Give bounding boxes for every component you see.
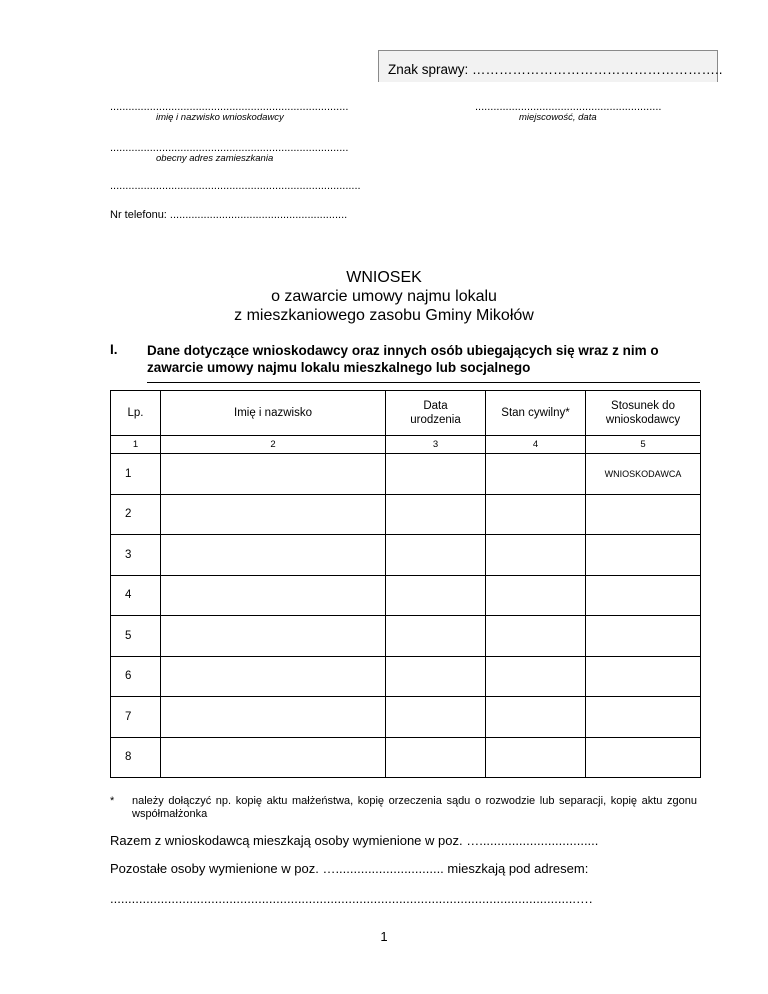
cohabitants-statement[interactable]: Razem z wnioskodawcą mieszkają osoby wymienione w poz. …................................. (110, 833, 599, 848)
section-number: I. (110, 342, 118, 357)
relation-cell[interactable] (586, 737, 701, 778)
relation-cell[interactable] (586, 535, 701, 576)
row-lp: 3 (111, 535, 161, 576)
table-row (111, 454, 701, 495)
table-row (111, 575, 701, 616)
name-cell[interactable] (161, 616, 386, 657)
title-subtitle-2: z mieszkaniowego zasobu Gminy Mikołów (234, 307, 534, 324)
title-wniosek: WNIOSEK (346, 269, 422, 286)
name-cell[interactable] (161, 697, 386, 738)
header-birth-date: Data urodzenia (386, 391, 486, 436)
column-number: 3 (386, 436, 486, 454)
relation-cell[interactable] (586, 656, 701, 697)
row-lp: 7 (111, 697, 161, 738)
birth-date-cell[interactable] (386, 737, 486, 778)
marital-status-cell[interactable] (486, 737, 586, 778)
applicant-name-caption: imię i nazwisko wnioskodawcy (156, 112, 284, 123)
other-address-dots[interactable]: .................................................................................................................................…. (110, 891, 593, 906)
birth-date-cell[interactable] (386, 575, 486, 616)
row-lp: 5 (111, 616, 161, 657)
case-number-box[interactable] (378, 50, 723, 82)
header-marital-status: Stan cywilny* (486, 391, 586, 436)
case-number-field: Znak sprawy: ……………………………………………….. (388, 62, 723, 77)
marital-status-cell[interactable] (486, 656, 586, 697)
table-row (111, 697, 701, 738)
name-cell[interactable] (161, 575, 386, 616)
birth-date-cell[interactable] (386, 535, 486, 576)
table-row (111, 494, 701, 535)
name-cell[interactable] (161, 494, 386, 535)
marital-status-cell[interactable] (486, 697, 586, 738)
column-number: 4 (486, 436, 586, 454)
other-persons-statement[interactable]: Pozostałe osoby wymienione w poz. ….............................. mieszkają pod adresem: (110, 861, 589, 876)
birth-date-cell[interactable] (386, 616, 486, 657)
table-row (111, 656, 701, 697)
table-row (111, 535, 701, 576)
applicant-name-dots[interactable]: .............................................................................. (110, 101, 349, 113)
column-number: 1 (111, 436, 161, 454)
name-cell[interactable] (161, 454, 386, 495)
relation-cell[interactable] (586, 494, 701, 535)
members-table (110, 390, 701, 778)
name-cell[interactable] (161, 535, 386, 576)
section-divider (147, 382, 700, 383)
marital-status-cell[interactable] (486, 494, 586, 535)
place-date-dots[interactable]: ............................................................. (475, 101, 662, 113)
footnote-marker: * (110, 795, 115, 807)
header-lp: Lp. (111, 391, 161, 436)
relation-cell[interactable] (586, 575, 701, 616)
name-cell[interactable] (161, 656, 386, 697)
phone-dots: .......................................................... (169, 209, 348, 221)
relation-cell[interactable] (586, 697, 701, 738)
phone-field[interactable] (110, 209, 370, 221)
phone-label: Nr telefonu: (110, 209, 170, 221)
marital-status-cell[interactable] (486, 535, 586, 576)
section-heading: Dane dotyczące wnioskodawcy oraz innych osób ubiegających się wraz z nim o zawarcie umowy najmu lokalu mieszkalnego lub socjalnego (147, 343, 659, 375)
birth-date-cell[interactable] (386, 656, 486, 697)
row-lp: 2 (111, 494, 161, 535)
birth-date-cell[interactable] (386, 494, 486, 535)
footnote-text: należy dołączyć np. kopię aktu małżeństwa, kopię orzeczenia sądu o rozwodzie lub separacji, kopię aktu zgonu współmałżonka (132, 795, 697, 820)
birth-date-cell[interactable] (386, 454, 486, 495)
birth-date-cell[interactable] (386, 697, 486, 738)
marital-status-cell[interactable] (486, 616, 586, 657)
page-number: 1 (380, 929, 388, 944)
column-number: 5 (586, 436, 701, 454)
row-lp: 4 (111, 575, 161, 616)
table-row (111, 616, 701, 657)
column-number-row (111, 436, 701, 454)
title-subtitle-1: o zawarcie umowy najmu lokalu (271, 288, 497, 305)
address-dots[interactable]: .............................................................................. (110, 142, 349, 154)
address-dots-2[interactable]: .................................................................................. (110, 180, 361, 192)
name-cell[interactable] (161, 737, 386, 778)
marital-status-cell[interactable] (486, 454, 586, 495)
header-relation: Stosunek do wnioskodawcy (586, 391, 701, 436)
row-lp: 8 (111, 737, 161, 778)
row-lp: 1 (111, 454, 161, 495)
relation-cell: WNIOSKODAWCA (586, 454, 701, 495)
place-date-caption: miejscowość, data (519, 112, 597, 123)
row-lp: 6 (111, 656, 161, 697)
address-caption: obecny adres zamieszkania (156, 153, 274, 164)
marital-status-cell[interactable] (486, 575, 586, 616)
header-name: Imię i nazwisko (161, 391, 386, 436)
table-header-row (111, 391, 701, 436)
document-title (0, 268, 768, 325)
relation-cell[interactable] (586, 616, 701, 657)
table-row (111, 737, 701, 778)
column-number: 2 (161, 436, 386, 454)
